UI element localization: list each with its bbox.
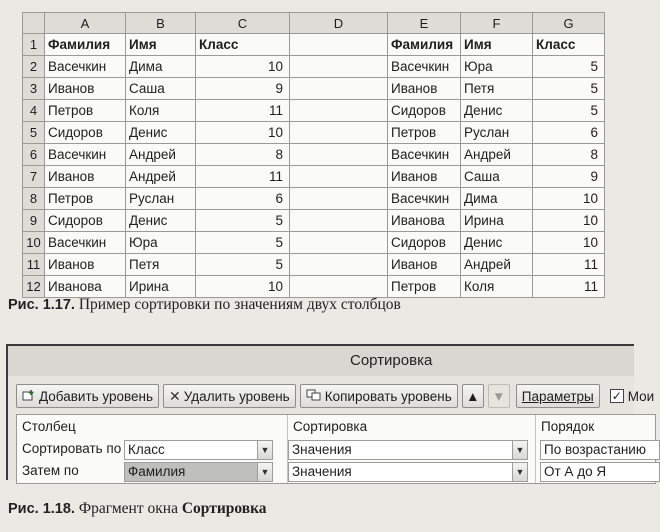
grade-cell[interactable]: 10	[533, 210, 605, 232]
grade-cell[interactable]: 11	[533, 276, 605, 298]
empty-cell[interactable]	[290, 210, 388, 232]
name-cell[interactable]: Руслан	[461, 122, 533, 144]
row-header[interactable]: 8	[23, 188, 45, 210]
sort-level-2[interactable]	[17, 461, 655, 483]
surname-cell[interactable]: Иванов	[388, 166, 461, 188]
row-header[interactable]: 1	[23, 34, 45, 56]
name-cell[interactable]: Денис	[126, 210, 196, 232]
table-row	[23, 100, 605, 122]
surname-cell[interactable]: Петров	[388, 276, 461, 298]
grade-cell[interactable]: 8	[533, 144, 605, 166]
table-row	[23, 254, 605, 276]
column-header-a[interactable]: A	[45, 13, 126, 34]
level-2-order-select[interactable]	[540, 462, 660, 482]
level-1-column-select[interactable]	[124, 440, 273, 460]
row-header[interactable]: 4	[23, 100, 45, 122]
level-1-order-value: По возрастанию	[544, 442, 646, 457]
empty-cell[interactable]	[290, 276, 388, 298]
name-cell[interactable]: Коля	[461, 276, 533, 298]
row-header[interactable]: 5	[23, 122, 45, 144]
level-1-order-select[interactable]	[540, 440, 660, 460]
name-cell[interactable]: Петя	[461, 78, 533, 100]
surname-cell[interactable]: Иванова	[388, 210, 461, 232]
grade-cell[interactable]: 5	[533, 100, 605, 122]
row-header[interactable]: 7	[23, 166, 45, 188]
level-1-column-value: Класс	[128, 442, 165, 457]
corner-cell[interactable]	[23, 13, 45, 34]
name-cell[interactable]: Саша	[126, 78, 196, 100]
grade-cell[interactable]: 10	[196, 276, 290, 298]
surname-cell[interactable]: Васечкин	[45, 144, 126, 166]
delete-level-button[interactable]	[163, 384, 296, 408]
column-header-g[interactable]: G	[533, 13, 605, 34]
grade-cell[interactable]: 10	[196, 56, 290, 78]
name-cell[interactable]: Руслан	[126, 188, 196, 210]
level-1-sort-on-value: Значения	[292, 442, 352, 457]
chevron-down-icon[interactable]: ▼	[512, 462, 528, 482]
caption-label: Рис. 1.17.	[8, 297, 75, 313]
table-row	[23, 232, 605, 254]
grade-cell[interactable]: 5	[533, 56, 605, 78]
surname-cell[interactable]: Васечкин	[388, 144, 461, 166]
table-row	[23, 122, 605, 144]
level-2-sort-on-value: Значения	[292, 464, 352, 479]
parameters-label: Параметры	[521, 388, 594, 404]
dialog-title: Сортировка	[350, 352, 433, 369]
grade-cell[interactable]: 6	[196, 188, 290, 210]
arrow-down-icon: ▼	[492, 388, 506, 404]
name-cell[interactable]: Дима	[126, 56, 196, 78]
grade-cell[interactable]: 10	[533, 188, 605, 210]
surname-cell[interactable]: Сидоров	[45, 122, 126, 144]
grade-cell[interactable]: 8	[196, 144, 290, 166]
grade-cell[interactable]: 5	[196, 254, 290, 276]
name-cell[interactable]: Ирина	[126, 276, 196, 298]
row-header[interactable]: 3	[23, 78, 45, 100]
figure-caption-1-18	[8, 500, 267, 518]
grid-header-order: Порядок	[541, 419, 595, 434]
caption-text: Фрагмент окна	[78, 500, 178, 517]
grid-header-row	[17, 417, 655, 439]
name-cell[interactable]: Андрей	[126, 166, 196, 188]
table-row	[23, 188, 605, 210]
checkmark-icon: ✓	[611, 389, 622, 403]
surname-cell[interactable]: Иванов	[45, 254, 126, 276]
header-cell-surname[interactable]: Фамилия	[388, 34, 461, 56]
table-row	[23, 144, 605, 166]
level-1-sort-on-select[interactable]	[288, 440, 528, 460]
name-cell[interactable]: Саша	[461, 166, 533, 188]
chevron-down-icon[interactable]: ▼	[512, 440, 528, 460]
name-cell[interactable]: Андрей	[461, 144, 533, 166]
empty-cell[interactable]	[290, 122, 388, 144]
surname-cell[interactable]: Сидоров	[45, 210, 126, 232]
grid-header-sort-on: Сортировка	[293, 419, 368, 434]
arrow-up-icon: ▲	[466, 388, 480, 404]
grade-cell[interactable]: 9	[533, 166, 605, 188]
row-header[interactable]: 9	[23, 210, 45, 232]
surname-cell[interactable]: Иванов	[45, 78, 126, 100]
empty-cell[interactable]	[290, 100, 388, 122]
row-header[interactable]: 10	[23, 232, 45, 254]
surname-cell[interactable]: Васечкин	[388, 188, 461, 210]
surname-cell[interactable]: Васечкин	[388, 56, 461, 78]
header-cell-name[interactable]: Имя	[126, 34, 196, 56]
sort-levels-grid	[16, 414, 656, 484]
name-cell[interactable]: Денис	[126, 122, 196, 144]
empty-cell[interactable]	[290, 166, 388, 188]
name-cell[interactable]: Ирина	[461, 210, 533, 232]
column-header-f[interactable]: F	[461, 13, 533, 34]
name-cell[interactable]: Коля	[126, 100, 196, 122]
my-data-header-checkbox[interactable]	[610, 389, 654, 404]
table-row	[23, 78, 605, 100]
add-level-icon	[22, 389, 36, 404]
row-header[interactable]: 12	[23, 276, 45, 298]
header-cell-surname[interactable]: Фамилия	[45, 34, 126, 56]
grade-cell[interactable]: 5	[533, 78, 605, 100]
name-cell[interactable]: Петя	[126, 254, 196, 276]
copy-icon	[306, 389, 322, 404]
my-data-header-label: Мои	[627, 388, 655, 404]
grade-cell[interactable]: 9	[196, 78, 290, 100]
caption-text: Пример сортировки по значениям двух столбцов	[78, 296, 401, 313]
delete-x-icon: ✕	[169, 387, 181, 404]
sort-level-1[interactable]	[17, 439, 655, 461]
name-cell[interactable]: Юра	[126, 232, 196, 254]
name-cell[interactable]: Денис	[461, 100, 533, 122]
table-row	[23, 276, 605, 298]
surname-cell[interactable]: Петров	[45, 188, 126, 210]
grade-cell[interactable]: 6	[533, 122, 605, 144]
parameters-button[interactable]	[516, 384, 600, 408]
surname-cell[interactable]: Васечкин	[45, 56, 126, 78]
header-cell-grade[interactable]: Класс	[196, 34, 290, 56]
chevron-down-icon[interactable]: ▼	[257, 462, 273, 482]
name-cell[interactable]: Андрей	[461, 254, 533, 276]
column-header-e[interactable]: E	[388, 13, 461, 34]
row-header[interactable]: 11	[23, 254, 45, 276]
column-header-b[interactable]: B	[126, 13, 196, 34]
table-row	[23, 34, 605, 56]
surname-cell[interactable]: Петров	[45, 100, 126, 122]
column-header-d[interactable]: D	[290, 13, 388, 34]
copy-level-button[interactable]	[300, 384, 458, 408]
empty-cell[interactable]	[290, 188, 388, 210]
surname-cell[interactable]: Сидоров	[388, 232, 461, 254]
header-cell-grade[interactable]: Класс	[533, 34, 605, 56]
empty-cell[interactable]	[290, 34, 388, 56]
caption-bold-text: Сортировка	[181, 500, 267, 517]
surname-cell[interactable]: Иванов	[388, 78, 461, 100]
grade-cell[interactable]: 11	[196, 100, 290, 122]
chevron-down-icon[interactable]: ▼	[257, 440, 273, 460]
move-down-button[interactable]	[488, 384, 510, 408]
grade-cell[interactable]: 5	[196, 210, 290, 232]
copy-level-label: Копировать уровень	[324, 388, 452, 404]
move-up-button[interactable]	[462, 384, 484, 408]
column-header-row	[23, 13, 605, 34]
surname-cell[interactable]: Васечкин	[45, 232, 126, 254]
add-level-button[interactable]	[16, 384, 159, 408]
empty-cell[interactable]	[290, 56, 388, 78]
table-row	[23, 56, 605, 78]
surname-cell[interactable]: Сидоров	[388, 100, 461, 122]
level-2-sort-on-select[interactable]	[288, 462, 528, 482]
grade-cell[interactable]: 10	[533, 232, 605, 254]
sort-level-2-label: Затем по	[22, 463, 79, 478]
add-level-label: Добавить уровень	[39, 388, 154, 404]
table-row	[23, 166, 605, 188]
name-cell[interactable]: Дима	[461, 188, 533, 210]
surname-cell[interactable]: Иванова	[45, 276, 126, 298]
grade-cell[interactable]: 11	[196, 166, 290, 188]
level-2-order-value: От А до Я	[544, 464, 607, 479]
level-2-column-value: Фамилия	[128, 464, 186, 479]
surname-cell[interactable]: Иванов	[388, 254, 461, 276]
dialog-toolbar	[16, 384, 654, 408]
grade-cell[interactable]: 10	[196, 122, 290, 144]
name-cell[interactable]: Юра	[461, 56, 533, 78]
sort-level-1-label: Сортировать по	[22, 441, 122, 456]
grade-cell[interactable]: 11	[533, 254, 605, 276]
dialog-titlebar[interactable]	[8, 346, 634, 376]
empty-cell[interactable]	[290, 78, 388, 100]
surname-cell[interactable]: Иванов	[45, 166, 126, 188]
empty-cell[interactable]	[290, 144, 388, 166]
surname-cell[interactable]: Петров	[388, 122, 461, 144]
figure-caption-1-17	[8, 296, 401, 314]
empty-cell[interactable]	[290, 232, 388, 254]
spreadsheet	[22, 12, 605, 298]
row-header[interactable]: 2	[23, 56, 45, 78]
caption-label: Рис. 1.18.	[8, 501, 75, 517]
empty-cell[interactable]	[290, 254, 388, 276]
sort-dialog	[6, 344, 655, 480]
grid-header-column: Столбец	[22, 419, 76, 434]
table-row	[23, 210, 605, 232]
row-header[interactable]: 6	[23, 144, 45, 166]
level-2-column-select[interactable]	[124, 462, 273, 482]
grade-cell[interactable]: 5	[196, 232, 290, 254]
delete-level-label: Удалить уровень	[183, 388, 290, 404]
header-cell-name[interactable]: Имя	[461, 34, 533, 56]
column-header-c[interactable]: C	[196, 13, 290, 34]
name-cell[interactable]: Денис	[461, 232, 533, 254]
name-cell[interactable]: Андрей	[126, 144, 196, 166]
